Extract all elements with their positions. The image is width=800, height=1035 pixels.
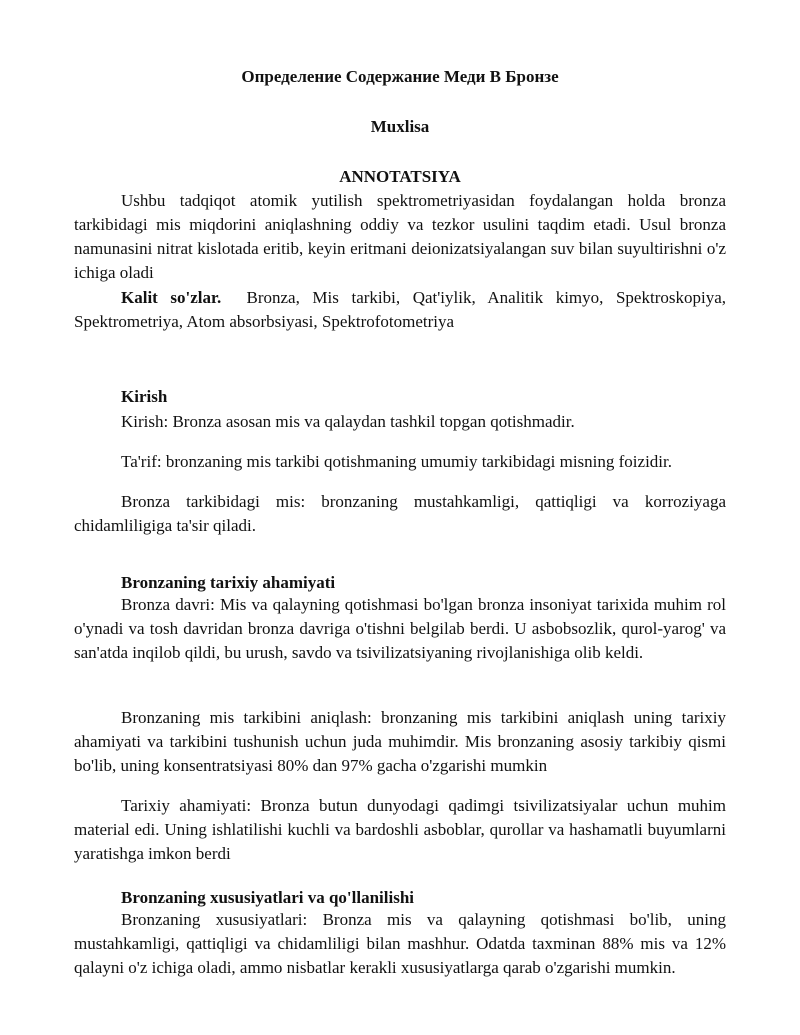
keywords-list: Bronza, Mis tarkibi, Qat'iylik, Analitik kimyo, Spektroskopiya, Spektrometriya, Atom absorbsiyasi, Spektrofotometriya <box>74 288 726 331</box>
annotation-text: Ushbu tadqiqot atomik yutilish spektrometriyasidan foydalangan holda bronza tarkibidagi mis miqdorini aniqlashning oddiy va tezkor usulini taqdim etadi. Usul bronza namunasini nitrat kislotada eritib, keyin eritmani deionizatsiyalangan suv bilan suyultirishni o'z ichiga oladi <box>74 191 726 282</box>
history-paragraph-3: Tarixiy ahamiyati: Bronza butun dunyodagi qadimgi tsivilizatsiyalar uchun muhim material edi. Uning ishlatilishi kuchli va bardoshli asboblar, qurollar va hashamatli buyumlarni yaratishga imkon berdi <box>74 796 726 863</box>
annotation-heading: ANNOTATSIYA <box>339 167 461 186</box>
intro-paragraph-3: Bronza tarkibidagi mis: bronzaning mustahkamligi, qattiqligi va korroziyaga chidamliligiga ta'sir qiladi. <box>74 492 726 535</box>
properties-heading: Bronzaning xususiyatlari va qo'llanilishi <box>121 888 415 907</box>
history-paragraph-1: Bronza davri: Mis va qalayning qotishmasi bo'lgan bronza insoniyat tarixida muhim rol o'ynadi va tosh davridan bronza davriga o'tishni belgilab berdi. U asbobsozlik, qurol-yarog' va san'atda inqilob qildi, bu urush, savdo va tsivilizatsiyaning rivojlanishiga olib keldi. <box>74 595 726 662</box>
intro-heading: Kirish <box>121 387 168 406</box>
history-paragraph-2: Bronzaning mis tarkibini aniqlash: bronzaning mis tarkibini aniqlash uning tarixiy ahamiyati va tarkibini tushunish uchun juda muhimdir. Mis bronzaning asosiy tarkibiy qismi bo'lib, uning konsentratsiyasi 80% dan 97% gacha o'zgarishi mumkin <box>74 708 726 775</box>
keywords-paragraph <box>74 286 726 334</box>
document-title: Определение Содержание Меди В Бронзе <box>241 67 559 86</box>
intro-paragraph-1: Kirish: Bronza asosan mis va qalaydan tashkil topgan qotishmadir. <box>121 412 575 431</box>
history-heading: Bronzaning tarixiy ahamiyati <box>121 573 336 592</box>
author-name: Muxlisa <box>370 117 430 136</box>
intro-paragraph-2: Ta'rif: bronzaning mis tarkibi qotishmaning umumiy tarkibidagi misning foizidir. <box>121 452 672 471</box>
keywords-label: Kalit so'zlar. <box>121 288 222 307</box>
properties-paragraph-1: Bronzaning xususiyatlari: Bronza mis va qalayning qotishmasi bo'lib, uning mustahkamligi, qattiqligi va chidamliligi bilan mashhur. Odatda taxminan 88% mis va 12% qalayni o'z ichiga oladi, ammo nisbatlar kerakli xususiyatlarga qarab o'zgarishi mumkin. <box>74 910 726 977</box>
